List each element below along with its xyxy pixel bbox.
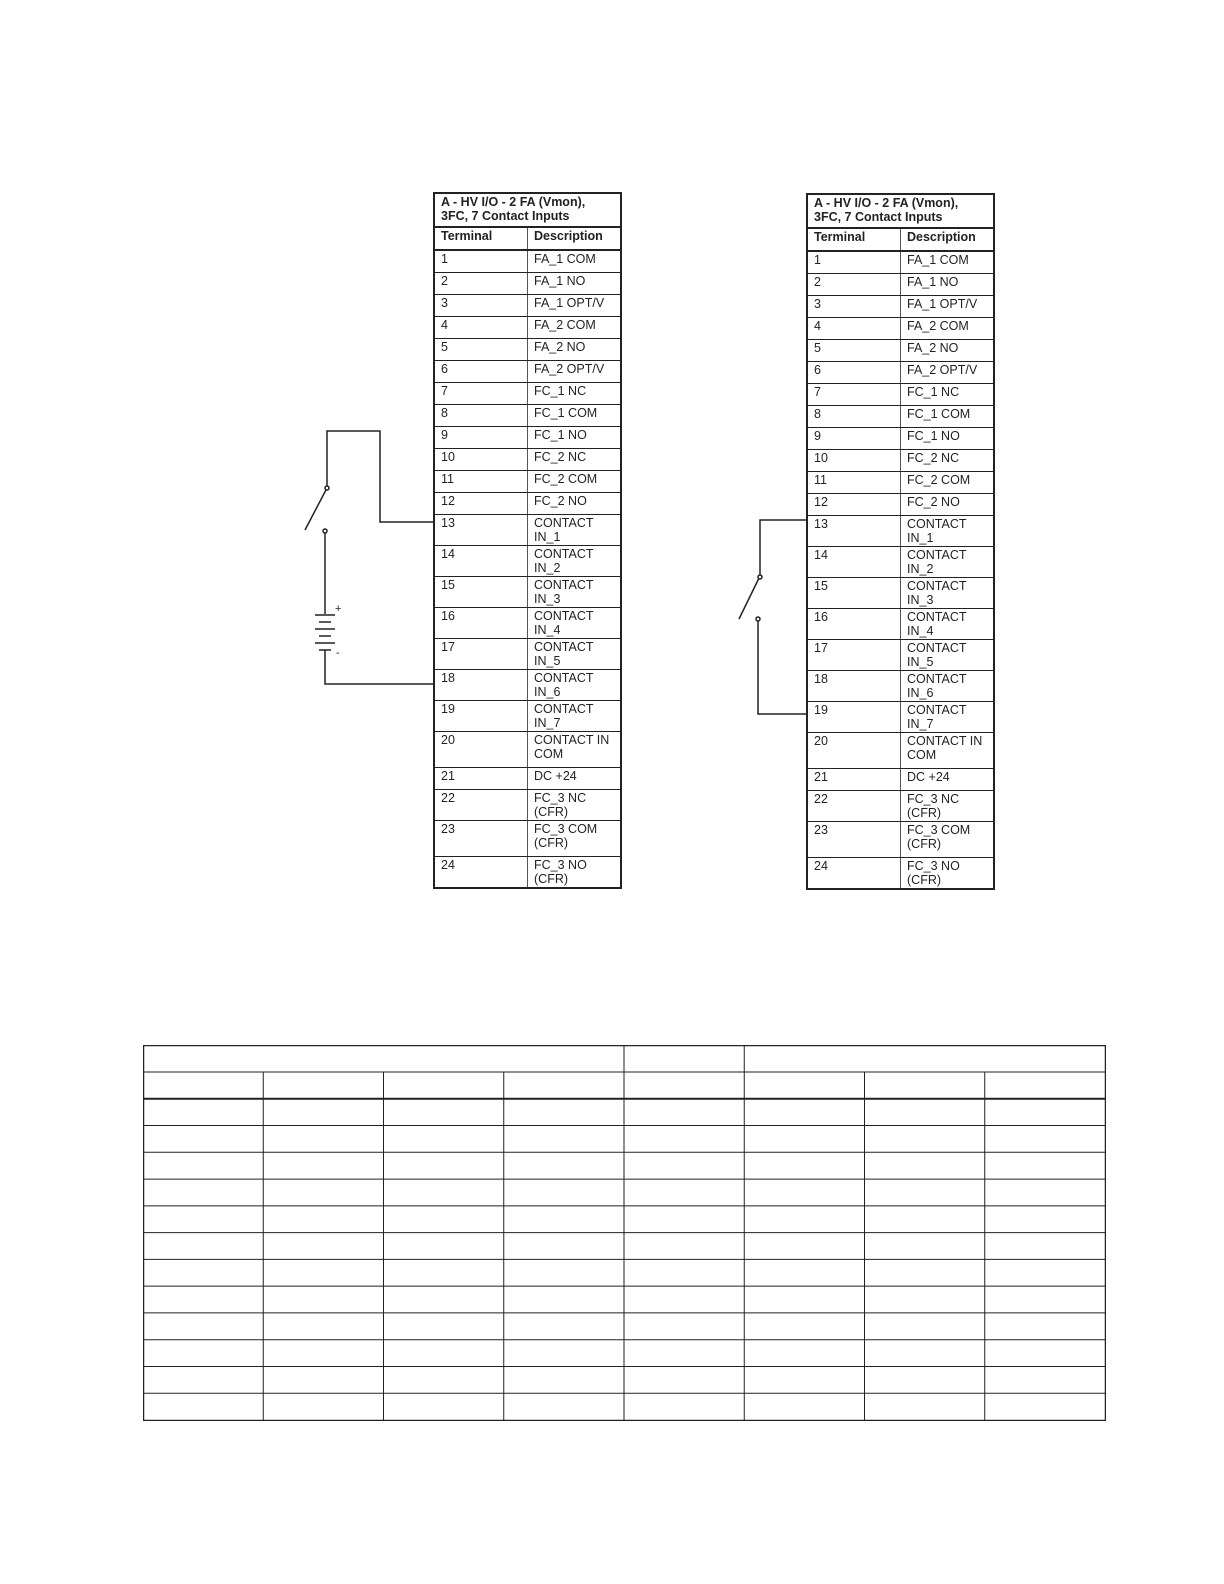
terminal-number: 8: [434, 405, 528, 427]
switch-contact-bottom: [323, 529, 327, 533]
terminal-number: 10: [807, 450, 901, 472]
terminal-description: CONTACT IN_3: [901, 578, 995, 609]
terminal-description: CONTACT IN_5: [528, 639, 622, 670]
terminal-number: 2: [807, 274, 901, 296]
terminal-description: FC_3 COM (CFR): [901, 822, 995, 858]
terminal-description: CONTACT IN COM: [528, 732, 622, 768]
terminal-number: 20: [807, 733, 901, 769]
terminal-description: FA_1 NO: [528, 273, 622, 295]
terminal-description: DC +24: [901, 769, 995, 791]
wire-terminal-20: [325, 650, 433, 684]
terminal-number: 22: [434, 790, 528, 821]
terminal-description: FA_2 NO: [528, 339, 622, 361]
terminal-description: FC_2 NO: [528, 493, 622, 515]
switch-contact-top-right: [758, 575, 762, 579]
wire-terminal-13-right: [760, 520, 806, 575]
terminal-number: 18: [807, 671, 901, 702]
terminal-number: 19: [807, 702, 901, 733]
terminal-description: CONTACT IN_4: [528, 608, 622, 639]
terminal-description: DC +24: [528, 768, 622, 790]
terminal-number: 12: [434, 493, 528, 515]
wire-terminal-13: [327, 431, 433, 522]
terminal-description: FC_3 NO (CFR): [528, 857, 622, 889]
terminal-number: 21: [434, 768, 528, 790]
terminal-description: FC_2 NC: [901, 450, 995, 472]
terminal-number: 8: [807, 406, 901, 428]
terminal-number: 5: [434, 339, 528, 361]
terminal-number: 14: [807, 547, 901, 578]
terminal-description: FC_2 COM: [901, 472, 995, 494]
terminal-description: CONTACT IN_7: [901, 702, 995, 733]
terminal-description: FC_2 NO: [901, 494, 995, 516]
terminal-description: FC_1 NC: [528, 383, 622, 405]
terminal-number: 7: [807, 384, 901, 406]
terminal-number: 24: [434, 857, 528, 889]
terminal-description: CONTACT IN_6: [901, 671, 995, 702]
terminal-number: 14: [434, 546, 528, 577]
terminal-description: CONTACT IN_5: [901, 640, 995, 671]
column-header-terminal: Terminal: [434, 227, 528, 250]
terminal-description: FC_1 NO: [528, 427, 622, 449]
terminal-number: 4: [807, 318, 901, 340]
terminal-description: FC_1 NC: [901, 384, 995, 406]
terminal-description: CONTACT IN_4: [901, 609, 995, 640]
terminal-number: 17: [434, 639, 528, 670]
battery-icon: [315, 615, 335, 650]
column-header-description: Description: [528, 227, 622, 250]
terminal-number: 1: [807, 251, 901, 274]
terminal-description: FC_3 NC (CFR): [528, 790, 622, 821]
switch-contact-top: [325, 486, 329, 490]
terminal-description: FC_2 NC: [528, 449, 622, 471]
terminal-description: FC_1 NO: [901, 428, 995, 450]
terminal-number: 6: [807, 362, 901, 384]
terminal-description: CONTACT IN_7: [528, 701, 622, 732]
wire-terminal-21-right: [758, 621, 806, 714]
terminal-number: 22: [807, 791, 901, 822]
terminal-number: 5: [807, 340, 901, 362]
terminal-number: 12: [807, 494, 901, 516]
terminal-description: CONTACT IN COM: [901, 733, 995, 769]
terminal-number: 3: [434, 295, 528, 317]
terminal-description: FC_2 COM: [528, 471, 622, 493]
terminal-number: 11: [807, 472, 901, 494]
terminal-description: FC_3 NO (CFR): [901, 858, 995, 890]
terminal-number: 19: [434, 701, 528, 732]
terminal-number: 6: [434, 361, 528, 383]
terminal-description: FA_2 OPT/V: [528, 361, 622, 383]
switch-blade: [305, 488, 327, 530]
terminal-number: 3: [807, 296, 901, 318]
terminal-description: FC_3 COM (CFR): [528, 821, 622, 857]
terminal-number: 1: [434, 250, 528, 273]
terminal-number: 17: [807, 640, 901, 671]
terminal-number: 13: [807, 516, 901, 547]
table-title: A - HV I/O - 2 FA (Vmon), 3FC, 7 Contact Inputs: [807, 194, 994, 228]
terminal-description: CONTACT IN_1: [528, 515, 622, 546]
terminal-number: 15: [807, 578, 901, 609]
table-title: A - HV I/O - 2 FA (Vmon), 3FC, 7 Contact Inputs: [434, 193, 621, 227]
terminal-number: 4: [434, 317, 528, 339]
terminal-number: 10: [434, 449, 528, 471]
terminal-description: FA_2 OPT/V: [901, 362, 995, 384]
terminal-description: FA_1 COM: [528, 250, 622, 273]
terminal-number: 2: [434, 273, 528, 295]
terminal-number: 23: [434, 821, 528, 857]
blank-table: [143, 1045, 1106, 1421]
terminal-number: 7: [434, 383, 528, 405]
terminal-description: FC_1 COM: [528, 405, 622, 427]
terminal-description: FC_3 NC (CFR): [901, 791, 995, 822]
terminal-description: FA_1 NO: [901, 274, 995, 296]
terminal-number: 16: [434, 608, 528, 639]
battery-plus-label: +: [335, 603, 342, 615]
terminal-description: FA_1 COM: [901, 251, 995, 274]
terminal-number: 20: [434, 732, 528, 768]
terminal-number: 13: [434, 515, 528, 546]
terminal-number: 23: [807, 822, 901, 858]
terminal-number: 16: [807, 609, 901, 640]
terminal-description: FA_2 COM: [901, 318, 995, 340]
terminal-number: 11: [434, 471, 528, 493]
terminal-number: 9: [434, 427, 528, 449]
terminal-description: CONTACT IN_6: [528, 670, 622, 701]
terminal-number: 15: [434, 577, 528, 608]
terminal-description: CONTACT IN_3: [528, 577, 622, 608]
terminal-description: CONTACT IN_1: [901, 516, 995, 547]
switch-blade-right: [739, 576, 760, 619]
terminal-description: FA_1 OPT/V: [901, 296, 995, 318]
terminal-number: 18: [434, 670, 528, 701]
terminal-description: FA_2 COM: [528, 317, 622, 339]
terminal-number: 9: [807, 428, 901, 450]
terminal-description: FA_2 NO: [901, 340, 995, 362]
terminal-number: 24: [807, 858, 901, 890]
terminal-description: CONTACT IN_2: [528, 546, 622, 577]
battery-minus-label: -: [336, 647, 340, 659]
column-header-description: Description: [901, 228, 995, 251]
terminal-description: FA_1 OPT/V: [528, 295, 622, 317]
terminal-number: 21: [807, 769, 901, 791]
column-header-terminal: Terminal: [807, 228, 901, 251]
terminal-description: CONTACT IN_2: [901, 547, 995, 578]
switch-contact-bottom-right: [756, 617, 760, 621]
terminal-description: FC_1 COM: [901, 406, 995, 428]
